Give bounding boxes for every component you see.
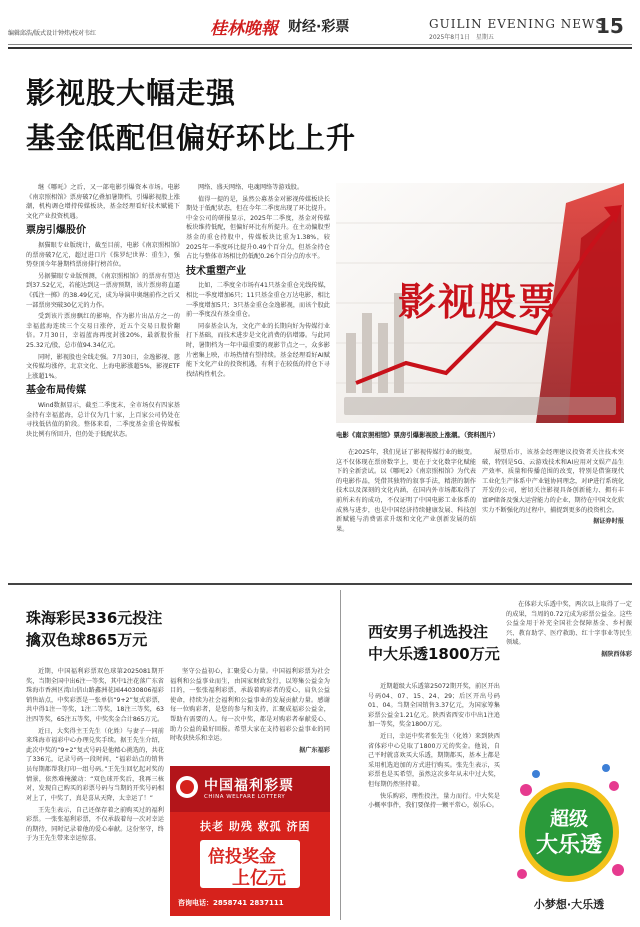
ad-promo-line2: 上亿元 — [232, 868, 286, 889]
article-column-3 — [336, 448, 476, 578]
article-column-1 — [26, 183, 180, 578]
paragraph: 展望后市，该基金经理建议投资者关注技术突破，特别是5G、云游戏技术和AI应用对文娱产品生产效率、质量和传播范围的改变，特别是借鉴现代工业化生产体系中产业链协同理念，对IP进行系统化开发的公司，密切关注影视具备创新能力、拥有丰富IP储备及强大运营能力的企业，期待在中国文化软实力不断强化的过程中，捕捉到更多的投资机会。 — [482, 449, 624, 514]
issue-date: 2025年8月1日 星期五 — [429, 34, 494, 41]
newspaper-english-name: GUILIN EVENING NEWS — [429, 17, 605, 31]
paragraph: 王先生表示，自己还保存着之前购买过的福利彩票。一张张福利彩票，不仅承载着每一次对幸运的期待，同时记录着他的爱心奉献。这份坚守，终于为王先生带来幸运惊喜。 — [26, 806, 164, 843]
article-column-4 — [482, 448, 624, 578]
super-lotto-title-2: 大乐透 — [535, 833, 602, 858]
story-left-column-2 — [170, 667, 330, 763]
paragraph: 值得一提的是，虽然公募基金对影视传媒板块长期处于低配状态，但在今年二季度出现了环比提升。中金公司的研报显示，2025年二季度，基金对传媒板块维持低配，但偏好环比有所提升。在主动偏股型基金的重仓持股中，传媒板块比重为1.38%，较2025年一季度环比提升0.49个百分点，但基金持仓占比与整体市场相比仍低配0.26个百分点的水平。 — [186, 195, 330, 261]
ad-hotline-label: 咨询电话： — [178, 899, 213, 907]
byline-right: 据陕西体彩 — [601, 651, 632, 659]
ad-brand-en: CHINA WELFARE LOTTERY — [204, 794, 286, 800]
stock-chart-photo — [336, 183, 624, 423]
paragraph: 网络、盛天网络、电魂网络等游戏股。 — [198, 184, 304, 191]
masthead — [0, 0, 640, 40]
story-right-column-2 — [506, 600, 632, 750]
paragraph: 同时，影视股也全线走强。7月30日，金逸影视、慈文传媒均涨停，北京文化、上海电影涨超5%，影视ETF上涨超1%。 — [26, 353, 180, 380]
ad-hotline-numbers: 2858741 2837111 — [213, 899, 284, 907]
ad-hotline — [178, 898, 284, 908]
super-lotto-title-1: 超级 — [549, 808, 588, 830]
paragraph: Wind数据显示，截至二季度末，全市场仅有四家基金持有幸福蓝海，总计仅为几十家，上百家公司仍处在寻找低估值的阶段。整体来看，二季度基金重仓传媒板块比例有所回升，但仍处于低配状态。 — [26, 401, 180, 438]
story-left-headline — [26, 608, 162, 652]
super-lotto-slogan: 小梦想·大乐透 — [533, 898, 605, 911]
byline-main: 据证券时报 — [593, 518, 624, 526]
subheading-fund-layout: 基金布局传媒 — [26, 385, 86, 397]
photo-title-text: 影视股票 — [398, 279, 559, 324]
subheading-box-office: 票房引爆股价 — [26, 225, 86, 237]
photo-caption: 电影《南京照相馆》票房引爆影视股上涨潮。（资料图片） — [336, 431, 499, 439]
column-divider — [340, 590, 341, 920]
story-right-column-1 — [368, 682, 500, 920]
super-lotto-ad — [506, 760, 632, 920]
welfare-logo-icon — [176, 776, 198, 798]
paragraph: 近期超级大乐透第25072期开奖，前区开出号码04、07、15、24、29；后区开出号码01、04。当期全国销售3.37亿元，为国家筹集彩票公益金1.21亿元。陕西省西安市中出1注追加一等奖，奖金1800万元。 — [368, 683, 500, 729]
ad-promo-line1: 倍投奖金 — [208, 847, 276, 867]
main-headline-line2: 基金低配但偏好环比上升 — [26, 121, 357, 155]
paragraph: 继《哪吒》之后，又一部电影引爆资本市场。电影《南京照相馆》票房破7亿叠加暑期档，引爆影视股上涨潮，机构调仓增持传媒板块，基金经理看好技术赋能下文化产业投资机遇。 — [26, 184, 180, 220]
story-right-headline-line1: 西安男子机选投注 — [368, 623, 489, 641]
paragraph: 快乐购彩，理性投注，量力而行。中大奖是小概率事件，我们要保持一颗平常心，娱乐心。 — [368, 792, 500, 810]
paragraph: 在2025年，我们见证了影视传媒行业的蜕变。这不仅体现在票房数字上，更在于文化数字化赋能下的全新尝试。以《哪吒2》《南京照相馆》为代表的电影作品，凭借其独特的叙事手法，精湛的制作技术以及深刻的文化内涵，在国内外市场都取得了前所未有的成功，不仅证明了中国电影工业体系的成熟与进步，也是中国经济持续健康发展、科技创新赋能与消费需求升级和文化产业创新发展的结果。 — [336, 449, 476, 533]
paragraph: 近期，中国福利彩票双色球第2025081期开奖，当期全国中出6注一等奖，其中1注花落广东省珠海市香洲区湾山信山路鑫洲花园44030806福彩销售站点，中奖彩票是一张单倍“9+2”复式彩票，共中得1注一等奖，1注二等奖，18注三等奖，63注四等奖，65注五等奖，中奖奖金合计865万元。 — [26, 668, 164, 724]
story-left-column-1 — [26, 667, 164, 920]
main-headline-line1: 影视股大幅走强 — [26, 76, 237, 110]
paragraph: 另据猫眼专业版预测，《南京照相馆》的票房有望达到37.52亿元，若能达到这一票房预期，该片票房将直逼《孤注一掷》的38.49亿元，成为导演申奥继前作之后又一部票房突破30亿元的力作。 — [26, 272, 180, 309]
paragraph: 据猫眼专业版统计，截至目前，电影《南京照相馆》的票房破7亿元，超过进口片《侏罗纪世界：重生》，强势登顶今年暑期档票房排行榜首位。 — [26, 241, 180, 269]
editors-credit: 编辑邱浩/版式设计钟炜/校对韦红 — [8, 30, 97, 37]
newspaper-logo: 桂林晚報 — [210, 19, 278, 39]
paragraph: 近日，大奖得主王先生（化姓）与妻子一同前来珠海市福彩中心办理兑奖手续。据王先生介绍，此次中奖的“9+2”复式号码是他精心挑选的，共花了336元，记录号码一段时间，“福彩站点的销售员每期都帮我打印一组号码。”王先生回忆起对奖的情景，依然难掩激动：“双色球开奖后，我再三核对，发现自己购买的彩票号码与当期的开奖号码相对上了，中奖了，真是喜从天降，太幸运了！” — [26, 727, 164, 802]
section-divider — [8, 583, 632, 585]
section-title: 财经·彩票 — [288, 19, 350, 35]
paragraph: 近日，幸运中奖者张先生（化姓）来到陕西省体彩中心兑取了1800万元的奖金。他说，自己平时就喜欢买大乐透，期期都买，基本上都是采用机选追加的方式进行购买。张先生表示，买彩票也是买希望，虽然这次多年从未中过大奖，但每期仍然坚持着。 — [368, 733, 500, 789]
story-left-headline-line2: 擒双色球865万元 — [26, 630, 148, 649]
subheading-tech: 技术重塑产业 — [186, 265, 246, 277]
story-left-headline-line1: 珠海彩民336元投注 — [26, 609, 163, 627]
paragraph: 受到该片票房飘红的影响，作为影片出品方之一的幸福蓝海连续三个交易日涨停，近五个交易日股价翻倍。7月30日，幸福蓝海再度封涨20%，最新股价报25.32元/股，总市值94.34亿元。 — [26, 313, 180, 350]
masthead-divider — [8, 44, 632, 45]
page-number: 15 — [596, 14, 624, 38]
ad-slogan: 扶老 助残 救孤 济困 — [200, 820, 311, 833]
paragraph: 在体彩大乐透中奖，两次以上取得了一定的成果，当周的0.72元成为彩票公益金。这些公益金用于补充全国社会保障基金、乡村振兴、教育助学、医疗救助、红十字事业等民生领域。 — [506, 601, 632, 647]
story-right-headline-line2: 中大乐透1800万元 — [368, 644, 500, 663]
paragraph: 同泰基金认为，文化产业的长期向好为传媒行业打下基础，而技术进步是文化消费的倍增器。与此同时，暑期档为一年中最重要的观影节点之一，众多影片密集上映，市场热情有望持续。基金经理看好AI赋能下文化产业的投资机遇，有利于在较低的持仓下寻找结构性机会。 — [186, 322, 330, 378]
article-column-2 — [186, 183, 330, 578]
welfare-lottery-ad — [170, 766, 330, 916]
paragraph: 比如，二季度全市场有41只基金重仓光线传媒，相比一季度增加6只；11只基金重仓万达电影，相比一季度增加5只；3只基金重仓金逸影视，而该个股此前一季度没有基金重仓。 — [186, 282, 330, 319]
story-right-headline — [368, 622, 500, 666]
byline-left: 据广东福彩 — [299, 746, 330, 754]
masthead-divider-thick — [8, 47, 632, 49]
paragraph: 坚守公益初心，汇聚爱心力量。中国福利彩票为社会福利和公益事业而生，由国家财政发行，以筹集公益金为目的，一张张福利彩票，承载着购彩者的爱心，肩负公益使命，持续为社会福利和公益事业的发展贡献力量。感谢每一位购彩者，是您的参与和支持，汇聚成福彩公益金，帮助有需要的人。每一次中奖，都是对购彩者奉献爱心、助力公益的最好回报。希望大家在支持福彩公益事业的同时收获快乐和幸运。 — [170, 668, 330, 743]
ad-brand: 中国福利彩票 — [204, 778, 294, 794]
